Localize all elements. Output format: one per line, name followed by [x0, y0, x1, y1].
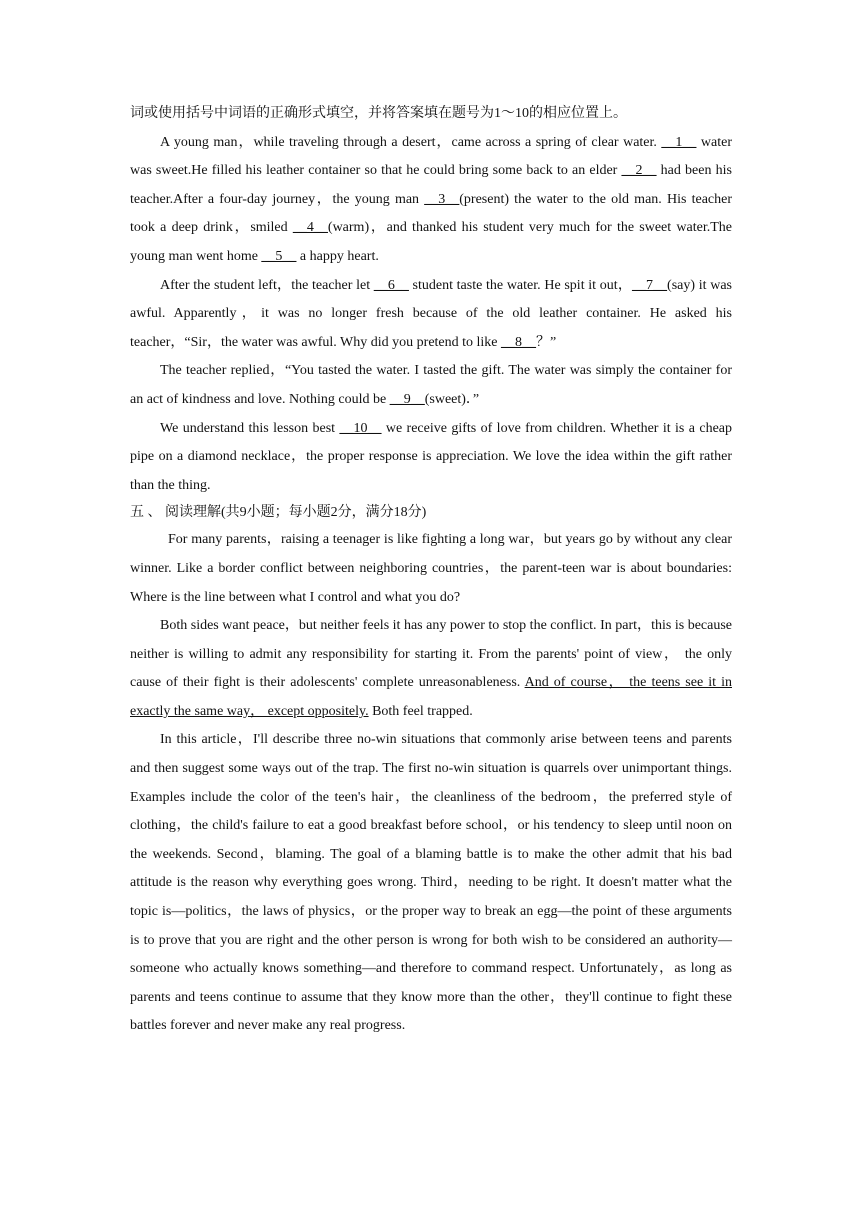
- underlined-sentence: And of course， the teens see it in exactly the same way， except oppositely.: [130, 675, 732, 719]
- blank-10: __10__: [339, 420, 382, 436]
- cloze-paragraph-2: [130, 272, 732, 358]
- text-run: we receive gifts of love from children. Whether it is a cheap pipe on a diamond necklace，the proper response is appreciation. We love the idea within the gift rather than the thing.: [130, 420, 732, 493]
- reading-paragraph-2: [130, 612, 732, 726]
- blank-7: __7__: [632, 277, 668, 293]
- cloze-instruction: 词或使用括号中词语的正确形式填空，并将答案填在题号为1～10的相应位置上。: [130, 106, 627, 121]
- section-heading: 五 、 阅读理解(共9小题；每小题2分，满分18分): [130, 505, 427, 521]
- blank-1: __1__: [661, 134, 697, 150]
- text-run: ？”: [536, 334, 557, 350]
- text-run: Both sides want peace，but neither feels it has any power to stop the conflict. In part，this is because neither is willing to admit any responsibility for starting it. From the parents' point of view， the only cause of their fight is their adolescents' complete unreasonableness.: [130, 618, 732, 691]
- cloze-paragraph-3: [130, 357, 732, 414]
- blank-3: __3__: [424, 191, 460, 207]
- cloze-paragraph-4: [130, 415, 732, 501]
- text-run: (sweet)．”: [424, 391, 480, 407]
- document-page: [130, 100, 732, 1041]
- blank-9: __9__: [389, 391, 425, 407]
- blank-2: __2__: [621, 163, 657, 179]
- text-run: (say) it was awful. Apparently，it was no longer fresh because of the old leather container. He asked his teacher，“Sir，the water was awful. Why did you pretend to like: [130, 277, 732, 350]
- text-run: water was sweet.He filled his leather container so that he could bring some back to an elder: [130, 134, 732, 179]
- text-run: After the student left，the teacher let: [160, 277, 374, 293]
- text-run: had been his teacher.After a four-day journey，the young man: [130, 163, 732, 207]
- text-run: A young man，while traveling through a desert，came across a spring of clear water.: [160, 134, 662, 150]
- reading-paragraph-1: For many parents，raising a teenager is like fighting a long war，but years go by without any clear winner. Like a border conflict between neighboring countries，the parent-teen war is about boundaries: Where is the line between what I control and what you do?: [130, 532, 732, 605]
- text-run: We understand this lesson best: [160, 420, 340, 436]
- blank-6: __6__: [373, 277, 409, 293]
- cloze-paragraph-1: [130, 129, 732, 272]
- blank-5: __5__: [261, 248, 297, 264]
- text-run: student taste the water. He spit it out，: [408, 277, 633, 293]
- text-run: (warm)，and thanked his student very much for the sweet water.The young man went home: [130, 220, 732, 264]
- blank-8: __8__: [501, 334, 537, 350]
- blank-4: __4__: [292, 220, 328, 236]
- text-run: The teacher replied，“You tasted the water. I tasted the gift. The water was simply the container for an act of kindness and love. Nothing could be: [130, 363, 732, 407]
- text-run: (present) the water to the old man. His teacher took a deep drink，smiled: [130, 191, 732, 236]
- reading-paragraph-3: In this article，I'll describe three no-win situations that commonly arise between teens and parents and then suggest some ways out of the trap. The first no-win situation is quarrels over unimportant things. Examples include the color of the teen's hair，the cleanliness of the bedroom，the preferred style of clothing，the child's failure to eat a good breakfast before school，or his tendency to sleep until noon on the weekends. Second，blaming. The goal of a blaming battle is to make the other admit that his bad attitude is the reason why everything goes wrong. Third，needing to be right. It doesn't matter what the topic is—politics，the laws of physics，or the proper way to break an egg—the point of these arguments is to prove that you are right and the other person is wrong for both wish to be considered an authority—someone who actually knows something—and therefore to command respect. Unfortunately，as long as parents and teens continue to assume that they know more than the other，they'll continue to fight these battles forever and never make any real progress.: [130, 732, 732, 1034]
- text-run: a happy heart.: [296, 248, 379, 264]
- text-run: Both feel trapped.: [368, 703, 473, 719]
